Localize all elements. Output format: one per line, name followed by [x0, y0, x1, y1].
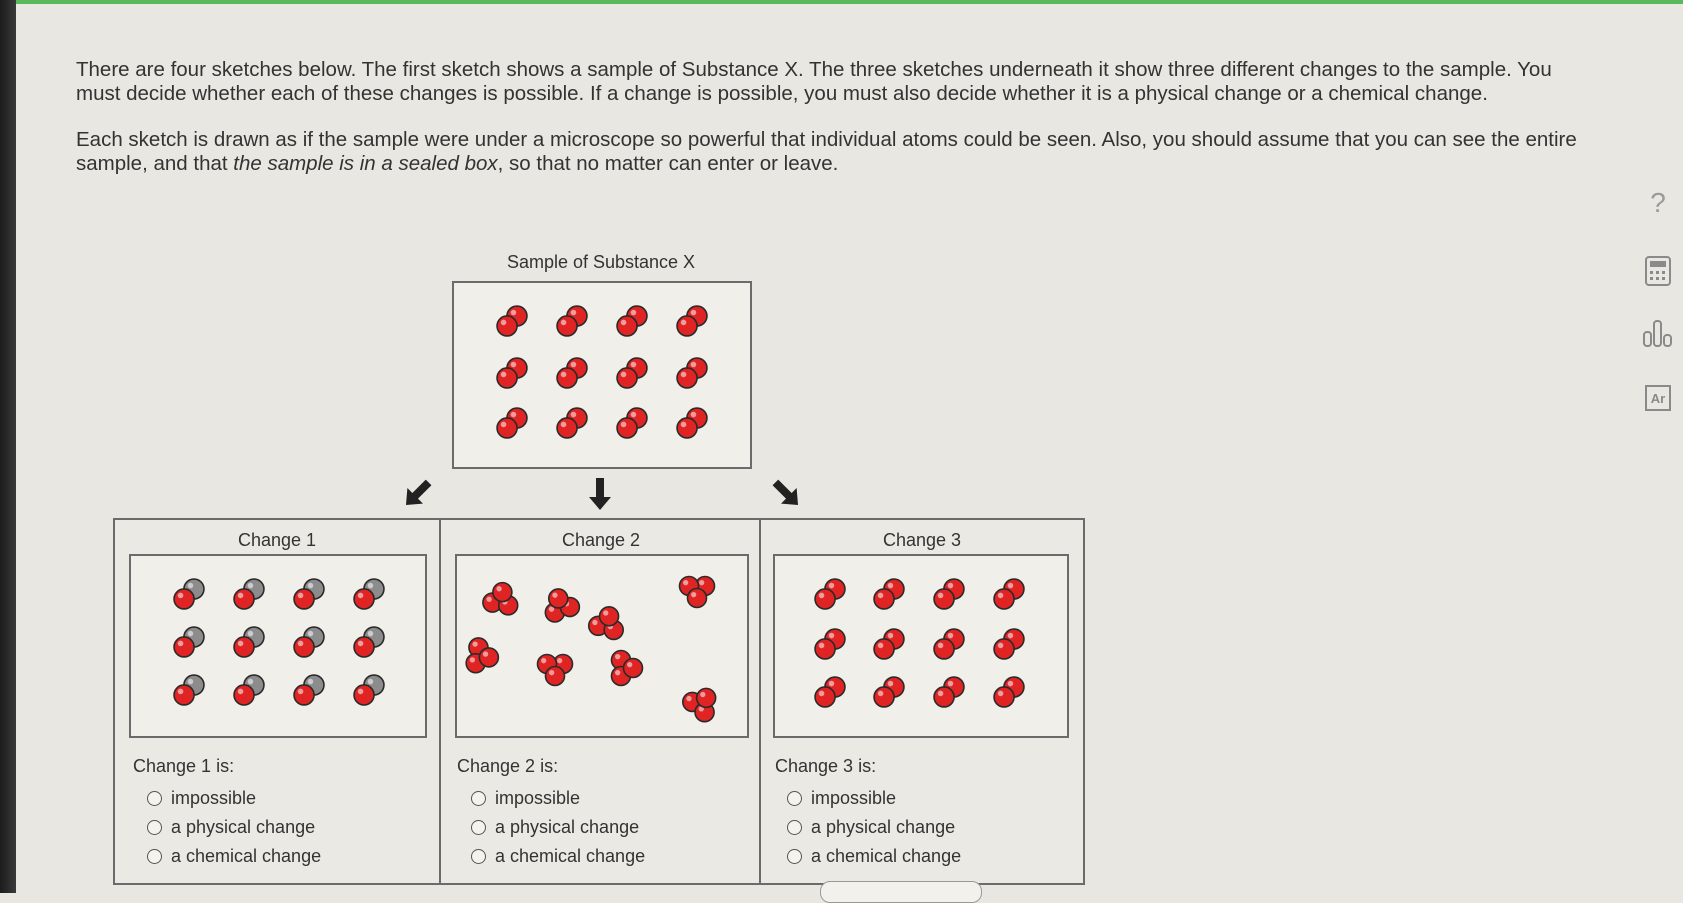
- atom-highlight: [552, 592, 557, 597]
- atom: [294, 589, 314, 609]
- change-2-sketch: [455, 554, 749, 738]
- atom: [697, 688, 716, 707]
- atom-highlight: [483, 651, 488, 656]
- atom-highlight: [511, 362, 517, 368]
- atom-highlight: [178, 641, 184, 647]
- atom-highlight: [681, 422, 687, 428]
- radio-icon[interactable]: [147, 849, 162, 864]
- atom-highlight: [298, 689, 304, 695]
- atom: [677, 316, 697, 336]
- atom-highlight: [948, 681, 954, 687]
- atom-highlight: [938, 593, 944, 599]
- atom: [934, 589, 954, 609]
- atom-highlight: [368, 679, 374, 685]
- atom-highlight: [511, 310, 517, 316]
- atom-highlight: [621, 320, 627, 326]
- atom: [557, 316, 577, 336]
- radio-icon[interactable]: [787, 849, 802, 864]
- bottom-button-edge[interactable]: [820, 881, 982, 903]
- atom-highlight: [511, 412, 517, 418]
- atom-highlight: [819, 643, 825, 649]
- atom: [677, 418, 697, 438]
- atom-highlight: [368, 583, 374, 589]
- arrow-down-right-icon: [766, 476, 806, 510]
- atom-highlight: [188, 679, 194, 685]
- atom-highlight: [878, 643, 884, 649]
- change-2-option-chemical[interactable]: [471, 846, 645, 867]
- change-1-column: [115, 520, 439, 883]
- option-label: a physical change: [811, 817, 956, 837]
- atom-highlight: [1008, 633, 1014, 639]
- atom-highlight: [681, 320, 687, 326]
- change-1-option-chemical[interactable]: [147, 846, 321, 867]
- atom: [624, 659, 643, 678]
- instructions-paragraph-1: There are four sketches below. The first sketch shows a sample of Substance X. The three sketches underneath it show three different changes to the sample. You must decide whether each of these changes is possible. If a change is possible, you must also decide whether it is a physical change or a chemical change.: [76, 58, 1552, 105]
- option-label: a chemical change: [811, 846, 962, 866]
- change-3-molecules: [775, 556, 1067, 736]
- atom: [354, 685, 374, 705]
- atom-highlight: [470, 657, 475, 662]
- change-2-column: [439, 520, 761, 883]
- change-3-option-physical[interactable]: [787, 817, 955, 838]
- atom-highlight: [368, 631, 374, 637]
- atom-highlight: [486, 597, 491, 602]
- atom: [874, 639, 894, 659]
- atom: [497, 418, 517, 438]
- atom: [617, 368, 637, 388]
- atom: [617, 418, 637, 438]
- atom-highlight: [1008, 583, 1014, 589]
- atom-highlight: [888, 633, 894, 639]
- atom: [546, 667, 565, 686]
- calculator-icon: [1645, 256, 1671, 286]
- atom-highlight: [699, 580, 704, 585]
- atom-highlight: [541, 658, 546, 663]
- sample-sketch: [452, 281, 752, 469]
- atom-highlight: [238, 641, 244, 647]
- change-1-question: Change 1 is:: [133, 756, 235, 776]
- option-label: impossible: [171, 788, 257, 808]
- atom: [294, 685, 314, 705]
- atom-highlight: [248, 631, 254, 637]
- changes-panel: [113, 518, 1085, 885]
- atom: [934, 639, 954, 659]
- atom-highlight: [308, 679, 314, 685]
- atom-highlight: [501, 422, 507, 428]
- atom-highlight: [298, 641, 304, 647]
- radio-icon[interactable]: [147, 791, 162, 806]
- atom-highlight: [603, 610, 608, 615]
- atom-highlight: [501, 372, 507, 378]
- bar-chart-icon: [1642, 318, 1674, 348]
- sample-title: Sample of Substance X: [506, 252, 696, 272]
- radio-icon[interactable]: [471, 849, 486, 864]
- option-label: impossible: [495, 788, 581, 808]
- atom: [354, 637, 374, 657]
- atom: [234, 685, 254, 705]
- change-2-title: Change 2: [561, 530, 641, 550]
- atom-highlight: [948, 583, 954, 589]
- atom-highlight: [691, 592, 696, 597]
- atom-highlight: [878, 593, 884, 599]
- atom: [934, 687, 954, 707]
- atom: [497, 316, 517, 336]
- atom: [234, 589, 254, 609]
- atom-highlight: [615, 670, 620, 675]
- atom-highlight: [998, 643, 1004, 649]
- atom-highlight: [631, 412, 637, 418]
- option-label: a chemical change: [495, 846, 646, 866]
- atom-highlight: [561, 320, 567, 326]
- atom-highlight: [631, 310, 637, 316]
- radio-icon[interactable]: [471, 820, 486, 835]
- atom-highlight: [819, 691, 825, 697]
- atom-highlight: [557, 658, 562, 663]
- p2-text-b: , so that no matter can enter or leave.: [497, 152, 839, 175]
- atom-highlight: [691, 310, 697, 316]
- atom-highlight: [878, 691, 884, 697]
- atom-highlight: [561, 422, 567, 428]
- atom-highlight: [592, 620, 597, 625]
- atom-highlight: [691, 412, 697, 418]
- atom-highlight: [178, 689, 184, 695]
- change-1-option-physical[interactable]: [147, 817, 315, 838]
- atom-highlight: [238, 689, 244, 695]
- atom-highlight: [631, 362, 637, 368]
- atom-highlight: [938, 691, 944, 697]
- change-3-option-chemical[interactable]: [787, 846, 961, 867]
- help-icon: ?: [1650, 187, 1666, 218]
- instructions: [76, 58, 1596, 198]
- change-2-question: Change 2 is:: [457, 756, 559, 776]
- arrow-down-left-icon: [398, 476, 438, 510]
- atom-highlight: [188, 583, 194, 589]
- atom-highlight: [621, 372, 627, 378]
- change-3-title: Change 3: [882, 530, 962, 550]
- change-1-title: Change 1: [237, 530, 317, 550]
- option-label: a chemical change: [171, 846, 322, 866]
- atom-highlight: [829, 633, 835, 639]
- atom-highlight: [178, 593, 184, 599]
- atom: [174, 685, 194, 705]
- atom-highlight: [829, 681, 835, 687]
- periodic-table-icon: [1645, 385, 1671, 411]
- atom-highlight: [998, 691, 1004, 697]
- atom-highlight: [686, 696, 691, 701]
- atom-highlight: [681, 372, 687, 378]
- atom: [815, 589, 835, 609]
- atom: [557, 418, 577, 438]
- change-1-sketch: [129, 554, 427, 738]
- atom-highlight: [627, 662, 632, 667]
- sample-molecules: [454, 283, 750, 467]
- atom: [874, 687, 894, 707]
- atom: [600, 607, 619, 626]
- atom-highlight: [501, 320, 507, 326]
- atom: [234, 637, 254, 657]
- atom-highlight: [308, 583, 314, 589]
- atom-highlight: [549, 670, 554, 675]
- atom-highlight: [571, 362, 577, 368]
- option-label: a physical change: [171, 817, 316, 837]
- atom: [294, 637, 314, 657]
- atom-highlight: [615, 654, 620, 659]
- periodic-table-button[interactable]: [1640, 380, 1676, 416]
- instructions-paragraph-2: [76, 128, 1596, 176]
- atom: [994, 687, 1014, 707]
- atom: [354, 589, 374, 609]
- atom-highlight: [571, 310, 577, 316]
- atom-highlight: [829, 583, 835, 589]
- atom: [557, 368, 577, 388]
- atom: [617, 316, 637, 336]
- atom-highlight: [571, 412, 577, 418]
- atom: [815, 639, 835, 659]
- change-1-molecules: [131, 556, 425, 736]
- calculator-button[interactable]: [1640, 253, 1676, 289]
- atom-highlight: [948, 633, 954, 639]
- atom-highlight: [938, 643, 944, 649]
- screen-bezel: [0, 0, 16, 893]
- atom-highlight: [358, 641, 364, 647]
- radio-icon[interactable]: [787, 820, 802, 835]
- atom-highlight: [496, 586, 501, 591]
- atom-highlight: [472, 641, 477, 646]
- periodic-table-symbol: Ar: [1650, 390, 1666, 406]
- radio-icon[interactable]: [147, 820, 162, 835]
- atom-highlight: [358, 593, 364, 599]
- atom: [688, 589, 707, 608]
- change-2-option-physical[interactable]: [471, 817, 639, 838]
- atom-highlight: [248, 679, 254, 685]
- atom: [994, 589, 1014, 609]
- atom: [174, 589, 194, 609]
- atom-highlight: [298, 593, 304, 599]
- atom: [497, 368, 517, 388]
- change-3-sketch: [773, 554, 1069, 738]
- arrow-down-icon: [580, 476, 620, 510]
- atom-highlight: [691, 362, 697, 368]
- change-3-question: Change 3 is:: [775, 756, 877, 776]
- help-button[interactable]: [1640, 185, 1676, 221]
- change-3-option-impossible[interactable]: [787, 788, 896, 809]
- atom-highlight: [683, 580, 688, 585]
- change-1-option-impossible[interactable]: [147, 788, 256, 809]
- atom-highlight: [248, 583, 254, 589]
- atom-highlight: [561, 372, 567, 378]
- radio-icon[interactable]: [471, 791, 486, 806]
- atom-highlight: [1008, 681, 1014, 687]
- atom-highlight: [700, 692, 705, 697]
- top-accent-bar: [16, 0, 1683, 4]
- atom: [479, 648, 498, 667]
- atom-highlight: [188, 631, 194, 637]
- atom-highlight: [621, 422, 627, 428]
- data-chart-button[interactable]: [1640, 315, 1676, 351]
- change-3-column: [759, 520, 1083, 883]
- atom: [874, 589, 894, 609]
- atom-highlight: [358, 689, 364, 695]
- change-2-option-impossible[interactable]: [471, 788, 580, 809]
- atom-highlight: [888, 583, 894, 589]
- atom-highlight: [888, 681, 894, 687]
- p2-emphasis: the sample is in a sealed box: [233, 152, 498, 175]
- option-label: a physical change: [495, 817, 640, 837]
- atom: [549, 589, 568, 608]
- atom-highlight: [308, 631, 314, 637]
- atom: [815, 687, 835, 707]
- p2-text-a: Each sketch is drawn as if the sample were under a microscope so powerful that individual atoms could be seen. Also, you should assume that you can see the entire sample, and that: [76, 128, 1577, 175]
- atom: [994, 639, 1014, 659]
- atom: [174, 637, 194, 657]
- atom-highlight: [819, 593, 825, 599]
- change-2-molecules: [457, 556, 747, 736]
- option-label: impossible: [811, 788, 897, 808]
- atom: [493, 583, 512, 602]
- atom-highlight: [998, 593, 1004, 599]
- radio-icon[interactable]: [787, 791, 802, 806]
- atom-highlight: [238, 593, 244, 599]
- atom: [677, 368, 697, 388]
